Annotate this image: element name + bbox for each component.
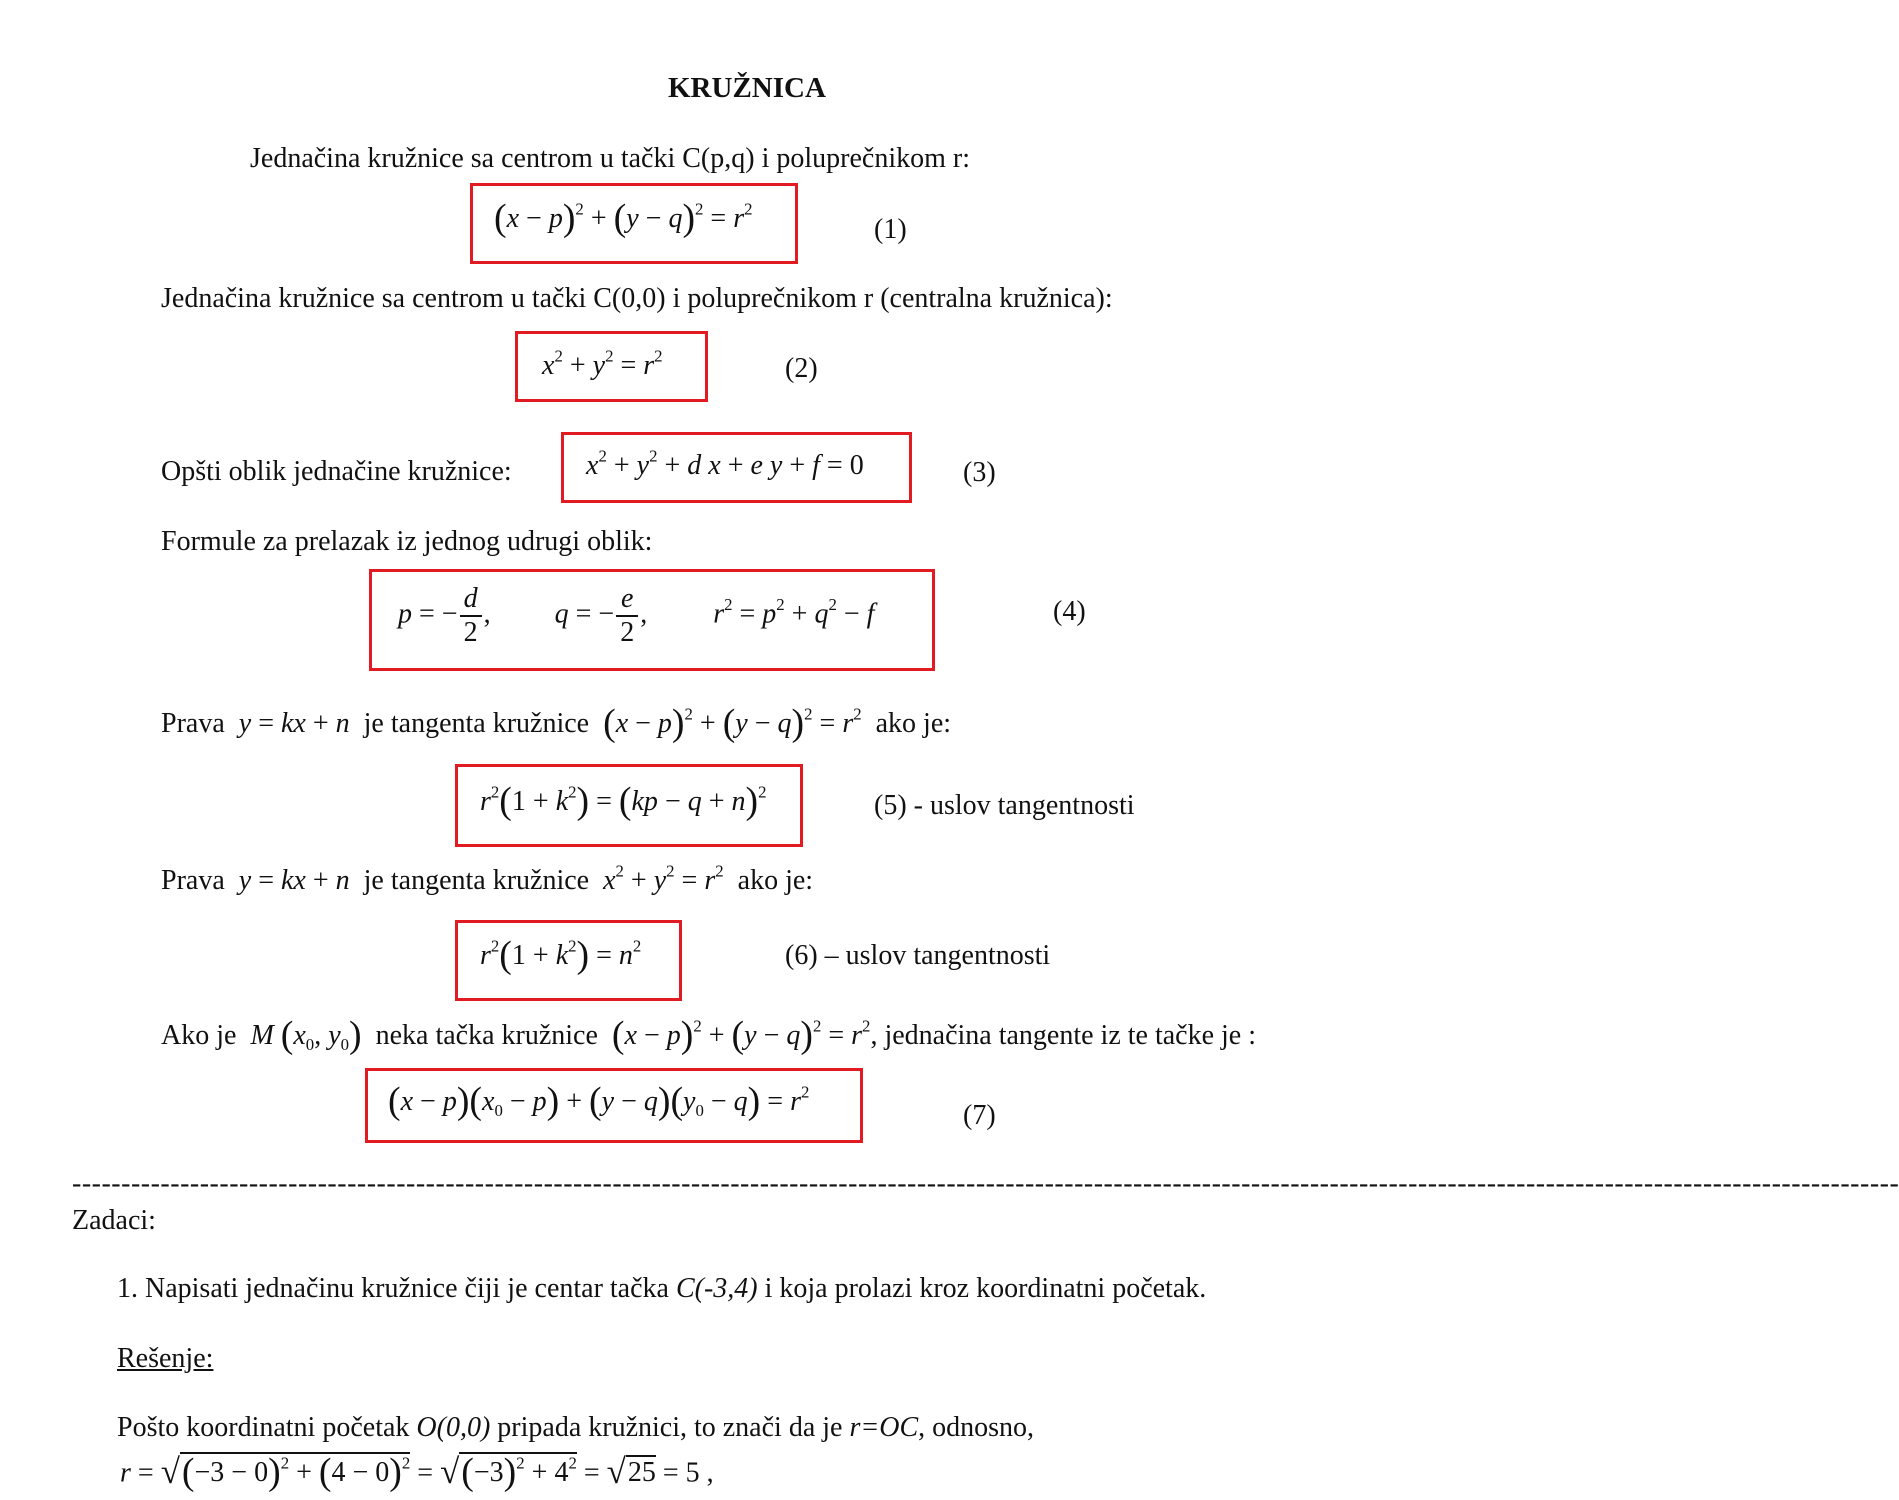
formula-3: $x^2 + y^2 + d$ x + e y + f = 0 <box>586 446 864 481</box>
page-title: KRUŽNICA <box>668 72 826 104</box>
solution-text-e: , odnosno, <box>918 1412 1035 1443</box>
dashed-divider: ------------------------------------------------------------------------------------------------------------------------------------------------------------------------------------------ <box>72 1168 1899 1199</box>
text-tangent-2: je tangenta kružnice <box>363 865 590 896</box>
task-1-center: C(-3,4) <box>675 1273 758 1304</box>
equation-number-6: (6) – uslov tangentnosti <box>785 940 1051 971</box>
solution-origin: O(0,0) <box>416 1412 491 1443</box>
formula-5: $r^2(1 + k^2) = (kp - q + n)^2$ <box>480 780 767 822</box>
intro-text-6: Prava y = kx + n je tangenta kružnice $x^2 + y^2 = r^2$ ako je: <box>161 861 814 896</box>
solution-text <box>117 1412 1034 1444</box>
text-ako-je: ako je: <box>875 707 952 739</box>
intro-text-5: Prava y = kx + n je tangenta kružnice $(x - p)^2 + (y - q)^2 = r^2$ ako je: <box>161 702 952 744</box>
solution-formula: $r = √(-3 - 0)^2 + (4 - 0)^2 = √(-3)^2 + 4^2 = √25 = 5$ , <box>120 1451 714 1494</box>
task-1-text-a: 1. Napisati jednačinu kružnice čiji je centar tačka <box>117 1273 669 1304</box>
equation-number-4: (4) <box>1053 596 1086 627</box>
text-tangente: , jednačina tangente iz te tačke je : <box>870 1019 1257 1051</box>
formula-1: $(x - p)^2 + (y - q)^2 = r^2$ <box>494 197 753 239</box>
intro-text-7: Ako je M ($x_0$, $y_0$) neka tačka kružnice $(x - p)^2 + (y - q)^2 = r^2$, jednačina tangente iz te tačke je : <box>161 1014 1257 1056</box>
task-1-text-c: i koja prolazi kroz koordinatni početak. <box>764 1273 1207 1304</box>
zadaci-heading: Zadaci: <box>72 1205 156 1236</box>
solution-text-c: pripada kružnici, to znači da je <box>497 1412 843 1443</box>
intro-text-1: Jednačina kružnice sa centrom u tački C(p,q) i poluprečnikom r: <box>250 143 970 174</box>
equation-number-2: (2) <box>785 353 818 384</box>
equation-number-7: (7) <box>963 1100 996 1131</box>
intro-text-3: Opšti oblik jednačine kružnice: <box>161 456 512 487</box>
formula-7: $(x - p)(x_0 - p) + (y - q)(y_0 - q) = r^2$ <box>388 1080 810 1122</box>
formula-2: $x^2 + y^2 = r^2$ <box>542 346 663 381</box>
text-ako: Ako je <box>161 1019 237 1051</box>
formula-4: p = − $\frac{d}{2}$ , q = − $\frac{e}{2}$ , $r^2 = p^2 + q^2 - f$ <box>398 583 875 649</box>
solution-label: Rešenje: <box>117 1343 214 1374</box>
solution-text-a: Pošto koordinatni početak <box>117 1412 410 1443</box>
intro-text-4: Formule za prelazak iz jednog udrugi oblik: <box>161 526 653 557</box>
text-tangent: je tangenta kružnice <box>363 707 590 739</box>
equation-number-5: (5) - uslov tangentnosti <box>874 790 1135 821</box>
equation-number-3: (3) <box>963 457 996 488</box>
task-1 <box>117 1273 1206 1305</box>
text-prava-2: Prava <box>161 865 225 896</box>
text-tacka: neka tačka kružnice <box>375 1019 598 1051</box>
formula-6: $r^2(1 + k^2) = n^2$ <box>480 934 642 976</box>
text-ako-je-2: ako je: <box>737 865 814 896</box>
equation-number-1: (1) <box>874 214 907 245</box>
intro-text-2: Jednačina kružnice sa centrom u tački C(0,0) i poluprečnikom r (centralna kružnica): <box>161 283 1113 314</box>
solution-r: r=OC <box>849 1412 919 1443</box>
text-prava: Prava <box>161 707 225 739</box>
